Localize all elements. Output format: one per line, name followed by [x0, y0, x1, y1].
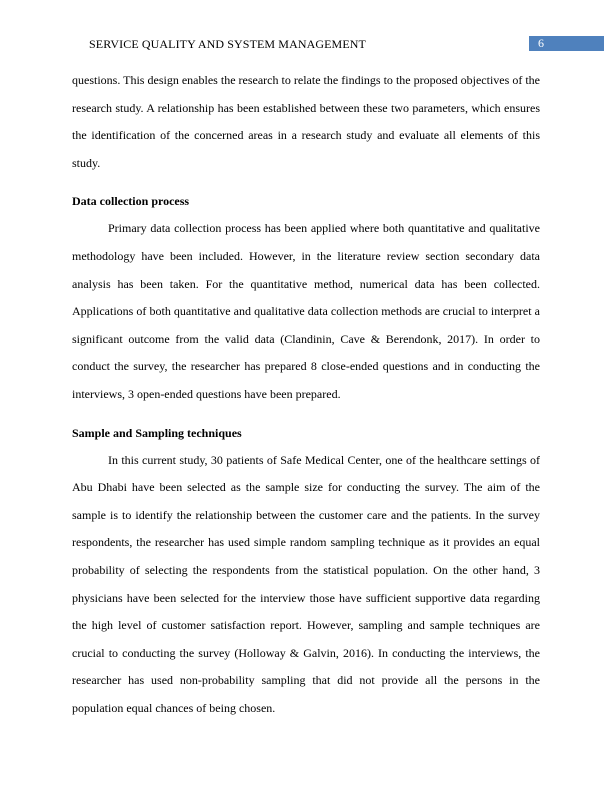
intro-paragraph: questions. This design enables the research to relate the findings to the proposed objectives of the research study. A relationship has been established between these two parameters, which ensures the identification of the concerned areas in a research study and evaluate all elements of this study. [72, 73, 540, 170]
page-number-badge [529, 36, 604, 51]
section-heading-sampling: Sample and Sampling techniques [72, 425, 242, 440]
section-paragraph-sampling: In this current study, 30 patients of Safe Medical Center, one of the healthcare settings of Abu Dhabi have been selected as the sample size for conducting the survey. The aim of the sample is to identify the relationship between the customer care and the patients. In the survey respondents, the researcher has used simple random sampling technique as it provides an equal probability of selecting the respondents from the statistical population. On the other hand, 3 physicians have been selected for the interview those have sufficient supportive data regarding the high level of customer satisfaction report. However, sampling and sample techniques are crucial to conducting the survey (Holloway & Galvin, 2016). In conducting the interviews, the researcher has used non-probability sampling that did not provide all the persons in the population equal chances of being chosen. [72, 452, 540, 715]
running-header-title: SERVICE QUALITY AND SYSTEM MANAGEMENT [89, 37, 366, 51]
document-body [72, 67, 540, 722]
section-paragraph-data-collection: Primary data collection process has been applied where both quantitative and qualitative methodology have been included. However, in the literature review section secondary data analysis has been taken. For the quantitative method, numerical data has been collected. Applications of both quantitative and qualitative data collection methods are crucial to interpret a significant outcome from the valid data (Clandinin, Cave & Berendonk, 2017). In order to conduct the survey, the researcher has prepared 8 close-ended questions and in conducting the interviews, 3 open-ended questions have been prepared. [72, 221, 540, 401]
page-number: 6 [538, 36, 544, 50]
section-heading-data-collection: Data collection process [72, 194, 190, 209]
